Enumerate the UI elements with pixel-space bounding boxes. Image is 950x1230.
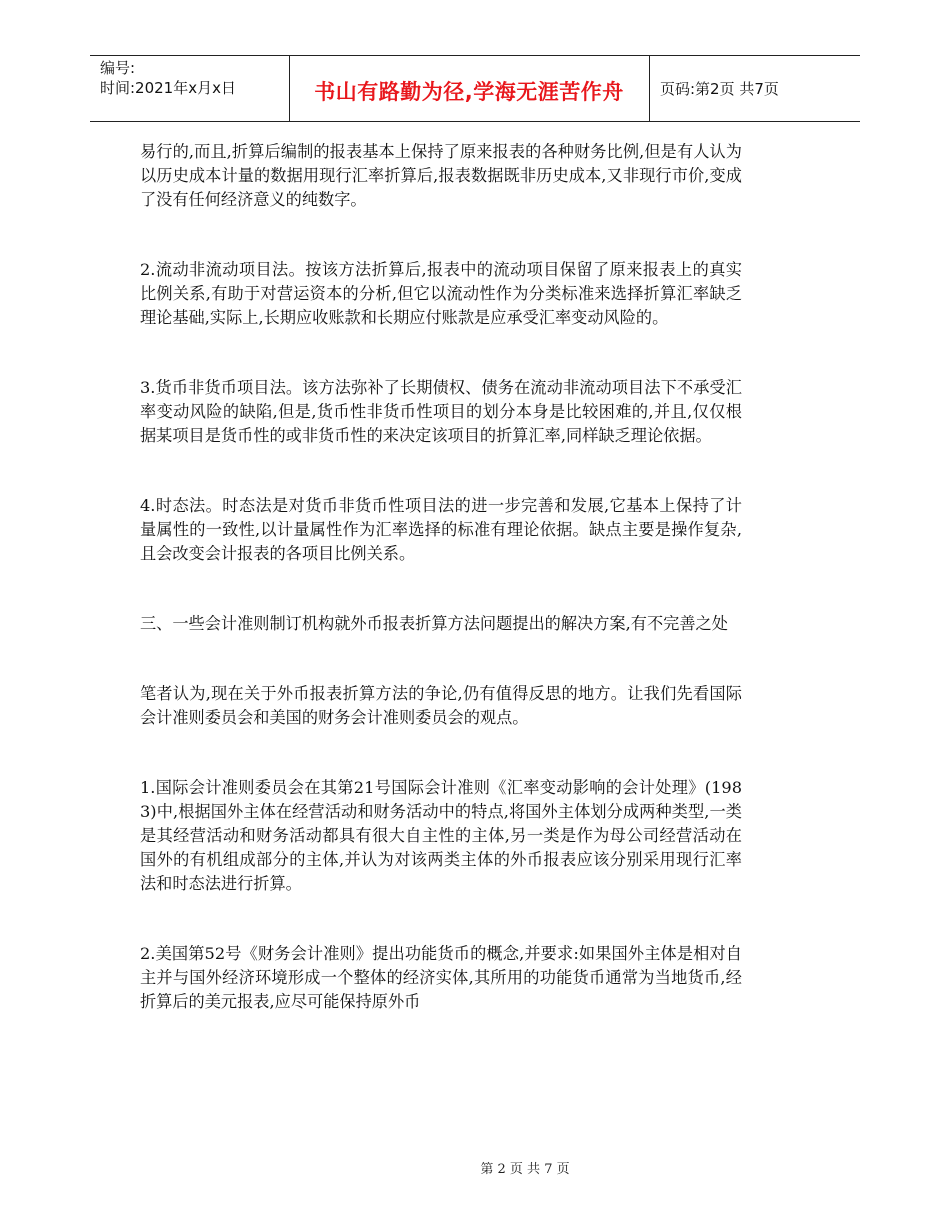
time-label: 时间:2021年x月x日: [100, 79, 236, 97]
paragraph-7: 2.美国第52号《财务会计准则》提出功能货币的概念,并要求:如果国外主体是相对自主并与国外经济环境形成一个整体的经济实体,其所用的功能货币通常为当地货币,经折算后的美元报表,应尽可能保持原外币: [140, 944, 742, 1011]
header-bottom-rule: [90, 121, 860, 122]
header-motto: 书山有路勤为径,学海无涯苦作舟: [314, 80, 624, 104]
paragraph-3: 3.货币非货币项目法。该方法弥补了长期债权、债务在流动非流动项目法下不承受汇率变动风险的缺陷,但是,货币性非货币性项目的划分本身是比较困难的,并且,仅仅根据某项目是货币性的或非货币性的来决定该项目的折算汇率,同样缺乏理论依据。: [140, 378, 742, 445]
paragraph-5: 笔者认为,现在关于外币报表折算方法的争论,仍有值得反思的地方。让我们先看国际会计准则委员会和美国的财务会计准则委员会的观点。: [140, 684, 742, 727]
document-body: [140, 140, 742, 1014]
paragraph-1: 易行的,而且,折算后编制的报表基本上保持了原来报表的各种财务比例,但是有人认为以历史成本计量的数据用现行汇率折算后,报表数据既非历史成本,又非现行市价,变成了没有任何经济意义的纯数字。: [140, 142, 742, 209]
paragraph-6: 1.国际会计准则委员会在其第21号国际会计准则《汇率变动影响的会计处理》(1983)中,根据国外主体在经营活动和财务活动中的特点,将国外主体划分成两种类型,一类是其经营活动和财务活动都具有很大自主性的主体,另一类是作为母公司经营活动在国外的有机组成部分的主体,并认为对该两类主体的外币报表应该分别采用现行汇率法和时态法进行折算。: [140, 778, 742, 893]
code-label: 编号:: [100, 59, 136, 77]
section-heading: 三、一些会计准则制订机构就外币报表折算方法问题提出的解决方案,有不完善之处: [140, 614, 728, 633]
paragraph-4: 4.时态法。时态法是对货币非货币性项目法的进一步完善和发展,它基本上保持了计量属性的一致性,以计量属性作为汇率选择的标准有理论依据。缺点主要是操作复杂,且会改变会计报表的各项目比例关系。: [140, 496, 742, 563]
header-left-block: [100, 58, 236, 98]
header-page-label: 页码:第2页 共7页: [660, 80, 779, 98]
header-divider-right: [649, 55, 650, 121]
header-top-rule: [90, 55, 860, 56]
page-footer: 第 2 页 共 7 页: [480, 1162, 570, 1177]
paragraph-2: 2.流动非流动项目法。按该方法折算后,报表中的流动项目保留了原来报表上的真实比例关系,有助于对营运资本的分析,但它以流动性作为分类标准来选择折算汇率缺乏理论基础,实际上,长期应收账款和长期应付账款是应承受汇率变动风险的。: [140, 260, 742, 327]
